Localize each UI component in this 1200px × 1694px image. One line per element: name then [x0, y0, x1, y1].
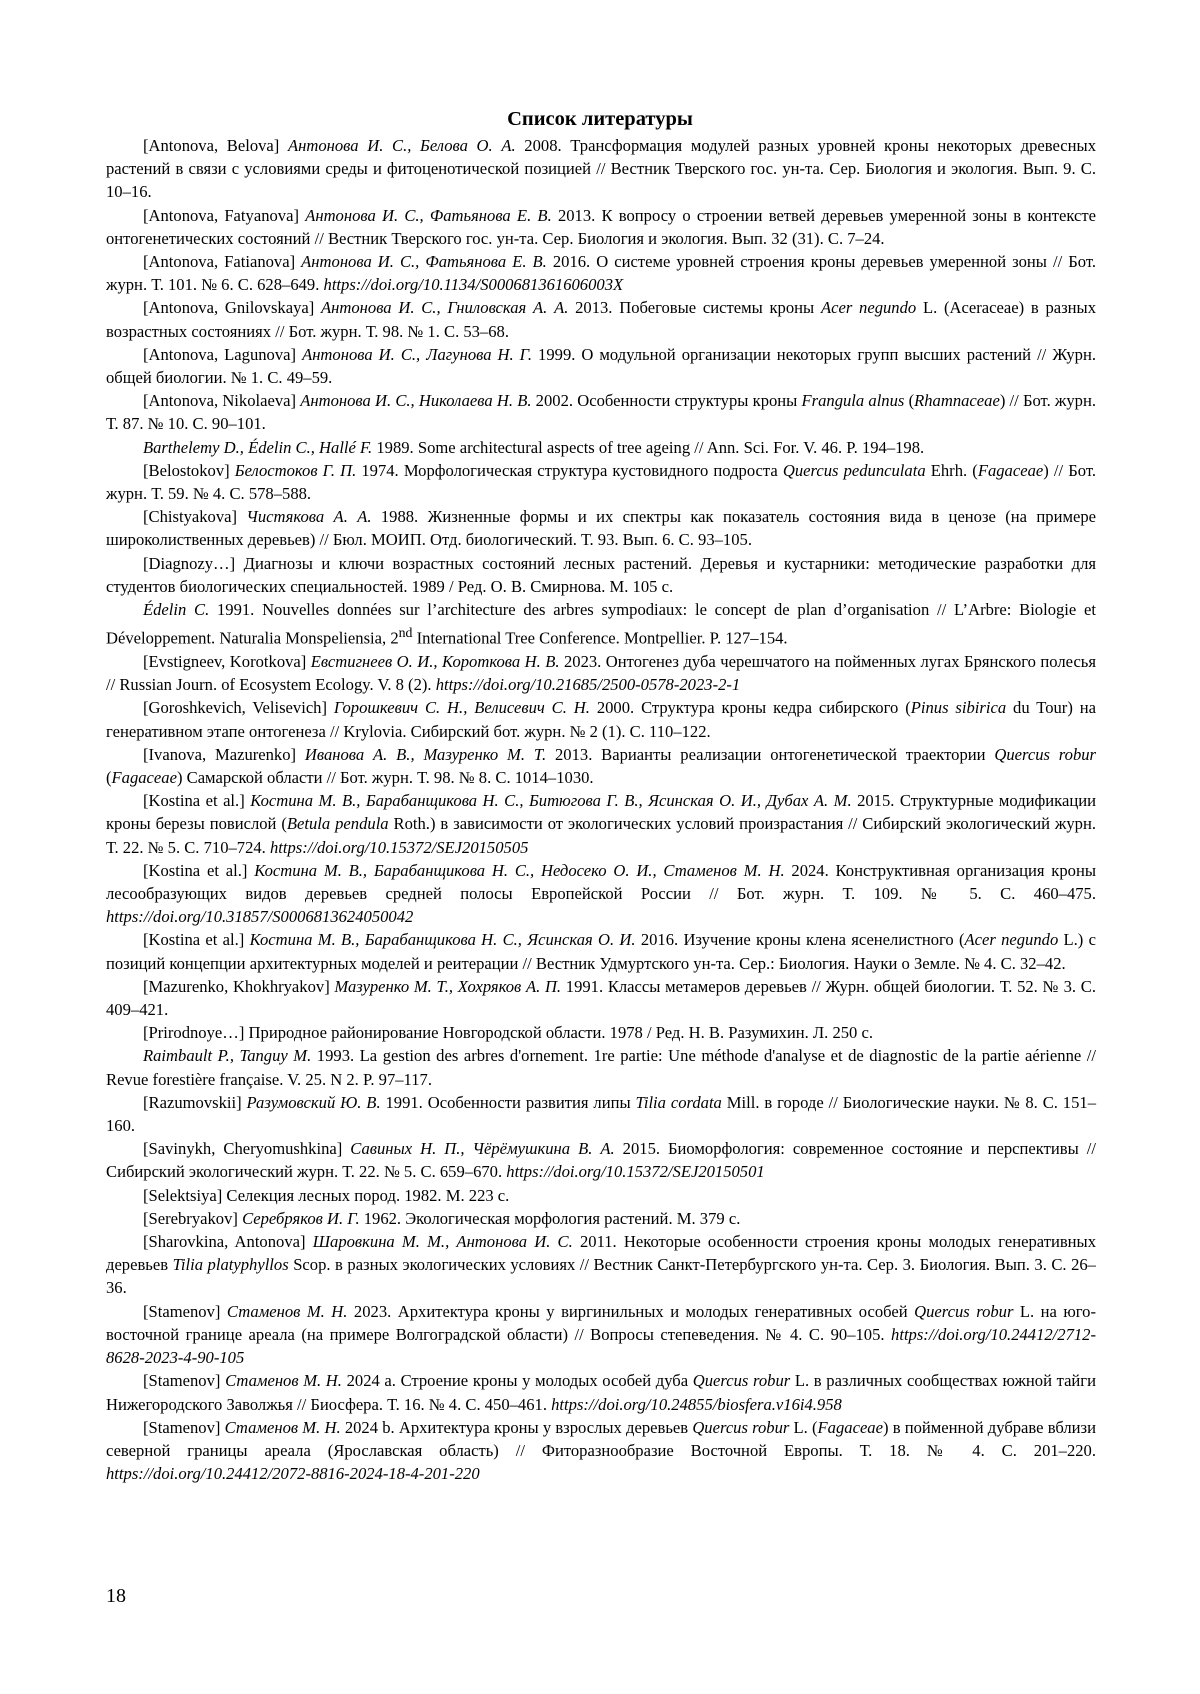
species-name: Tilia cordata — [636, 1093, 722, 1112]
reference-entry — [106, 789, 1096, 859]
reference-text: 2013. Побеговые системы кроны — [568, 298, 821, 317]
reference-entry — [106, 552, 1096, 598]
reference-entry — [106, 204, 1096, 250]
reference-authors: Костина М. В., Барабанщикова Н. С., Ясинская О. И. — [250, 930, 636, 949]
reference-entry — [106, 1207, 1096, 1230]
reference-entry — [106, 1137, 1096, 1183]
reference-text: ) Самарской области // Бот. журн. Т. 98. № 8. С. 1014–1030. — [177, 768, 594, 787]
reference-key: [Chistyakova] — [143, 507, 246, 526]
species-name: Acer negundo — [821, 298, 916, 317]
reference-entry — [106, 743, 1096, 789]
reference-key: [Serebryakov] — [143, 1209, 242, 1228]
page-title: Список литературы — [0, 106, 1200, 132]
species-name: Quercus robur — [914, 1302, 1013, 1321]
reference-text: International Tree Conference. Montpellier. P. 127–154. — [412, 629, 787, 648]
species-name: Quercus robur — [692, 1418, 789, 1437]
reference-text: 2016. Изучение кроны клена ясенелистного ( — [636, 930, 965, 949]
reference-key: [Ivanova, Mazurenko] — [143, 745, 305, 764]
reference-text: L. ( — [789, 1418, 817, 1437]
reference-key: [Prirodnoye…] — [143, 1023, 249, 1042]
reference-entry — [106, 1044, 1096, 1090]
reference-entry — [106, 505, 1096, 551]
reference-authors: Евстигнеев О. И., Короткова Н. В. — [311, 652, 560, 671]
reference-authors: Шаровкина М. М., Антонова И. С. — [313, 1232, 573, 1251]
reference-text: 2011. Некоторые особенности строения кроны молодых генеративных деревьев — [106, 1232, 1096, 1274]
reference-authors: Антонова И. С., Белова О. А. — [288, 136, 516, 155]
reference-entry — [106, 975, 1096, 1021]
reference-entry — [106, 1184, 1096, 1207]
reference-text: ( — [106, 768, 112, 787]
reference-authors: Антонова И. С., Фатьянова Е. В. — [301, 252, 547, 271]
reference-key: [Savinykh, Cheryomushkina] — [143, 1139, 350, 1158]
reference-authors: Антонова И. С., Николаева Н. В. — [300, 391, 531, 410]
reference-key: [Antonova, Lagunova] — [143, 345, 302, 364]
reference-key: [Stamenov] — [143, 1302, 227, 1321]
reference-text: 2008. Трансформация модулей разных уровней кроны некоторых древесных растений в связи с условиями среды и фитоценотической позицией // Вестник Тверского гос. ун-та. Сер. Биология и экология. Вып. 9. С. 10–16. — [106, 136, 1096, 201]
family-name: Fagaceae — [978, 461, 1043, 480]
reference-text: L. на юго-восточной границе ареала (на примере Волгоградской области) // Вопросы степеведения. № 4. С. 90–105. — [106, 1302, 1096, 1344]
reference-key: [Antonova, Fatianova] — [143, 252, 301, 271]
reference-entry — [106, 598, 1096, 650]
reference-entry — [106, 250, 1096, 296]
reference-text: ( — [904, 391, 914, 410]
superscript: nd — [399, 625, 413, 640]
reference-key: [Selektsiya] — [143, 1186, 226, 1205]
reference-entry — [106, 134, 1096, 204]
reference-text: 2024. Конструктивная организация кроны лесообразующих видов деревьев средней полосы Европейской России // Бот. журн. Т. 109. № 5. С. 460–475. — [106, 861, 1096, 903]
reference-authors: Barthelemy D., Édelin C., Hallé F. — [143, 438, 372, 457]
reference-authors: Горошкевич С. Н., Велисевич С. Н. — [334, 698, 590, 717]
reference-key: [Belostokov] — [143, 461, 235, 480]
reference-entry — [106, 296, 1096, 342]
reference-entry — [106, 1230, 1096, 1300]
reference-entry — [106, 1021, 1096, 1044]
reference-key: [Antonova, Fatyanova] — [143, 206, 305, 225]
reference-entry — [106, 389, 1096, 435]
reference-text: 2013. Варианты реализации онтогенетической траектории — [546, 745, 994, 764]
reference-authors: Édelin C. — [143, 600, 209, 619]
doi-link[interactable]: https://doi.org/10.15372/SEJ20150501 — [506, 1162, 764, 1181]
reference-text: 2023. Архитектура кроны у виргинильных и молодых генеративных особей — [347, 1302, 914, 1321]
reference-text: Ehrh. ( — [926, 461, 978, 480]
species-name: Quercus pedunculata — [783, 461, 926, 480]
reference-text: L.) с позиций концепции архитектурных моделей и реитерации // Вестник Удмуртского ун-та. Сер.: Биология. Науки о Земле. № 4. С. 32–42. — [106, 930, 1096, 972]
doi-link[interactable]: https://doi.org/10.1134/S000681361606003X — [324, 275, 624, 294]
reference-key: [Kostina et al.] — [143, 861, 254, 880]
document-page — [0, 0, 1200, 1694]
reference-text: ) в пойменной дубраве вблизи северной границы ареала (Ярославская область) // Фиторазнообразие Восточной Европы. Т. 18. № 4. С. 201–220. — [106, 1418, 1096, 1460]
reference-text: 1993. La gestion des arbres d'ornement. 1re partie: Une méthode d'analyse et de diagnostic de la partie aérienne // Revue forestière française. V. 25. N 2. P. 97–117. — [106, 1046, 1096, 1088]
reference-text: Scop. в разных экологических условиях // Вестник Санкт-Петербургского ун-та. Сер. 3. Биология. Вып. 3. С. 26–36. — [106, 1255, 1096, 1297]
reference-key: [Goroshkevich, Velisevich] — [143, 698, 334, 717]
reference-authors: Мазуренко М. Т., Хохряков А. П. — [334, 977, 561, 996]
reference-entry — [106, 459, 1096, 505]
reference-text: 2015. Биоморфология: современное состояние и перспективы // Сибирский экологический журн. Т. 22. № 5. С. 659–670. — [106, 1139, 1096, 1181]
reference-authors: Стаменов М. Н. — [225, 1371, 342, 1390]
doi-link[interactable]: https://doi.org/10.21685/2500-0578-2023-2-1 — [436, 675, 741, 694]
species-name: Frangula alnus — [802, 391, 905, 410]
reference-authors: Иванова А. В., Мазуренко М. Т. — [305, 745, 546, 764]
reference-text: 1991. Nouvelles données sur l’architecture des arbres sympodiaux: le concept de plan d’organisation // L’Arbre: Biologie et Développement. Naturalia Monspeliensia, 2 — [106, 600, 1096, 648]
reference-entry — [106, 859, 1096, 929]
reference-key: [Sharovkina, Antonova] — [143, 1232, 313, 1251]
reference-key: [Stamenov] — [143, 1371, 225, 1390]
reference-authors: Белостоков Г. П. — [235, 461, 356, 480]
reference-text: Диагнозы и ключи возрастных состояний лесных растений. Деревья и кустарники: методические разработки для студентов биологических специальностей. 1989 / Ред. О. В. Смирнова. М. 105 с. — [106, 554, 1096, 596]
doi-link[interactable]: https://doi.org/10.24412/2712-8628-2023-4-90-105 — [106, 1325, 1096, 1367]
page-number: 18 — [106, 1584, 126, 1608]
reference-text: 2000. Структура кроны кедра сибирского ( — [590, 698, 911, 717]
reference-entry — [106, 1416, 1096, 1486]
reference-authors: Савиных Н. П., Чёрёмушкина В. А. — [350, 1139, 614, 1158]
species-name: Pinus sibirica — [911, 698, 1006, 717]
reference-key: [Antonova, Nikolaeva] — [143, 391, 300, 410]
reference-entry — [106, 343, 1096, 389]
reference-text: L. (Aceraceae) в разных возрастных состояниях // Бот. журн. Т. 98. № 1. С. 53–68. — [106, 298, 1096, 340]
reference-text: 2024 a. Строение кроны у молодых особей дуба — [342, 1371, 693, 1390]
reference-entry — [106, 696, 1096, 742]
reference-key: [Stamenov] — [143, 1418, 225, 1437]
doi-link[interactable]: https://doi.org/10.31857/S0006813624050042 — [106, 907, 413, 926]
reference-entry — [106, 928, 1096, 974]
family-name: Fagaceae — [818, 1418, 883, 1437]
reference-key: [Razumovskii] — [143, 1093, 247, 1112]
reference-authors: Антонова И. С., Лагунова Н. Г. — [302, 345, 532, 364]
reference-text: Mill. в городе // Биологические науки. № 8. С. 151–160. — [106, 1093, 1096, 1135]
reference-text: 1999. О модульной организации некоторых групп высших растений // Журн. общей биологии. № 1. С. 49–59. — [106, 345, 1096, 387]
reference-text: 1974. Морфологическая структура кустовидного подроста — [356, 461, 783, 480]
reference-text: ) // Бот. журн. Т. 59. № 4. С. 578–588. — [106, 461, 1096, 503]
reference-key: [Mazurenko, Khokhryakov] — [143, 977, 334, 996]
reference-text: 2023. Онтогенез дуба черешчатого на пойменных лугах Брянского полесья // Russian Journ. of Ecosystem Ecology. V. 8 (2). — [106, 652, 1096, 694]
doi-link[interactable]: https://doi.org/10.15372/SEJ20150505 — [270, 838, 528, 857]
family-name: Fagaceae — [112, 768, 177, 787]
reference-entry — [106, 650, 1096, 696]
reference-text: 1991. Классы метамеров деревьев // Журн. общей биологии. Т. 52. № 3. С. 409–421. — [106, 977, 1096, 1019]
reference-authors: Стаменов М. Н. — [225, 1418, 341, 1437]
doi-link[interactable]: https://doi.org/10.24412/2072-8816-2024-18-4-201-220 — [106, 1464, 480, 1483]
reference-entry — [106, 1091, 1096, 1137]
reference-text: 2016. О системе уровней строения кроны деревьев умеренной зоны // Бот. журн. Т. 101. № 6. С. 628–649. — [106, 252, 1096, 294]
reference-text: Природное районирование Новгородской области. 1978 / Ред. Н. В. Разумихин. Л. 250 с. — [249, 1023, 873, 1042]
reference-key: [Antonova, Belova] — [143, 136, 288, 155]
reference-text: ) // Бот. журн. Т. 87. № 10. С. 90–101. — [106, 391, 1096, 433]
reference-key: [Kostina et al.] — [143, 791, 250, 810]
species-name: Betula pendula — [287, 814, 389, 833]
reference-text: 1988. Жизненные формы и их спектры как показатель состояния вида в ценозе (на примере широколиственных деревьев) // Бюл. МОИП. Отд. биологический. Т. 93. Вып. 6. С. 93–105. — [106, 507, 1096, 549]
reference-list — [106, 134, 1096, 1485]
reference-key: [Antonova, Gnilovskaya] — [143, 298, 321, 317]
reference-text: L. в различных сообществах южной тайги Нижегородского Заволжья // Биосфера. Т. 16. № 4. С. 450–461. — [106, 1371, 1096, 1413]
reference-text: 1989. Some architectural aspects of tree ageing // Ann. Sci. For. V. 46. P. 194–198. — [372, 438, 924, 457]
reference-text: du Tour) на генеративном этапе онтогенеза // Krylovia. Сибирский бот. журн. № 2 (1). С. 110–122. — [106, 698, 1096, 740]
reference-authors: Антонова И. С., Гниловская А. А. — [321, 298, 568, 317]
reference-text: 2015. Структурные модификации кроны березы повислой ( — [106, 791, 1096, 833]
reference-authors: Raimbault P., Tanguy M. — [143, 1046, 311, 1065]
reference-authors: Разумовский Ю. В. — [247, 1093, 381, 1112]
reference-authors: Серебряков И. Г. — [242, 1209, 360, 1228]
reference-authors: Чистякова А. А. — [246, 507, 371, 526]
reference-entry — [106, 1300, 1096, 1370]
reference-text: Roth.) в зависимости от экологических условий произрастания // Сибирский экологический журн. Т. 22. № 5. С. 710–724. — [106, 814, 1096, 856]
reference-text: 2002. Особенности структуры кроны — [531, 391, 801, 410]
reference-text: 2024 b. Архитектура кроны у взрослых деревьев — [341, 1418, 693, 1437]
reference-key: [Evstigneev, Korotkova] — [143, 652, 311, 671]
reference-text: 1991. Особенности развития липы — [381, 1093, 636, 1112]
reference-authors: Стаменов М. Н. — [227, 1302, 348, 1321]
reference-authors: Костина М. В., Барабанщикова Н. С., Битюгова Г. В., Ясинская О. И., Дубах А. М. — [250, 791, 851, 810]
species-name: Quercus robur — [994, 745, 1096, 764]
reference-text: 1962. Экологическая морфология растений. М. 379 с. — [360, 1209, 741, 1228]
species-name: Tilia platyphyllos — [173, 1255, 289, 1274]
species-name: Quercus robur — [693, 1371, 790, 1390]
reference-key: [Diagnozy…] — [143, 554, 244, 573]
reference-key: [Kostina et al.] — [143, 930, 250, 949]
doi-link[interactable]: https://doi.org/10.24855/biosfera.v16i4.958 — [551, 1395, 842, 1414]
reference-authors: Костина М. В., Барабанщикова Н. С., Недосеко О. И., Стаменов М. Н. — [254, 861, 784, 880]
reference-entry — [106, 1369, 1096, 1415]
reference-text: Селекция лесных пород. 1982. М. 223 с. — [226, 1186, 509, 1205]
reference-authors: Антонова И. С., Фатьянова Е. В. — [305, 206, 552, 225]
reference-entry — [106, 436, 1096, 459]
species-name: Acer negundo — [965, 930, 1059, 949]
family-name: Rhamnaceae — [914, 391, 1000, 410]
reference-text: 2013. К вопросу о строении ветвей деревьев умеренной зоны в контексте онтогенетических состояний // Вестник Тверского гос. ун-та. Сер. Биология и экология. Вып. 32 (31). С. 7–24. — [106, 206, 1096, 248]
